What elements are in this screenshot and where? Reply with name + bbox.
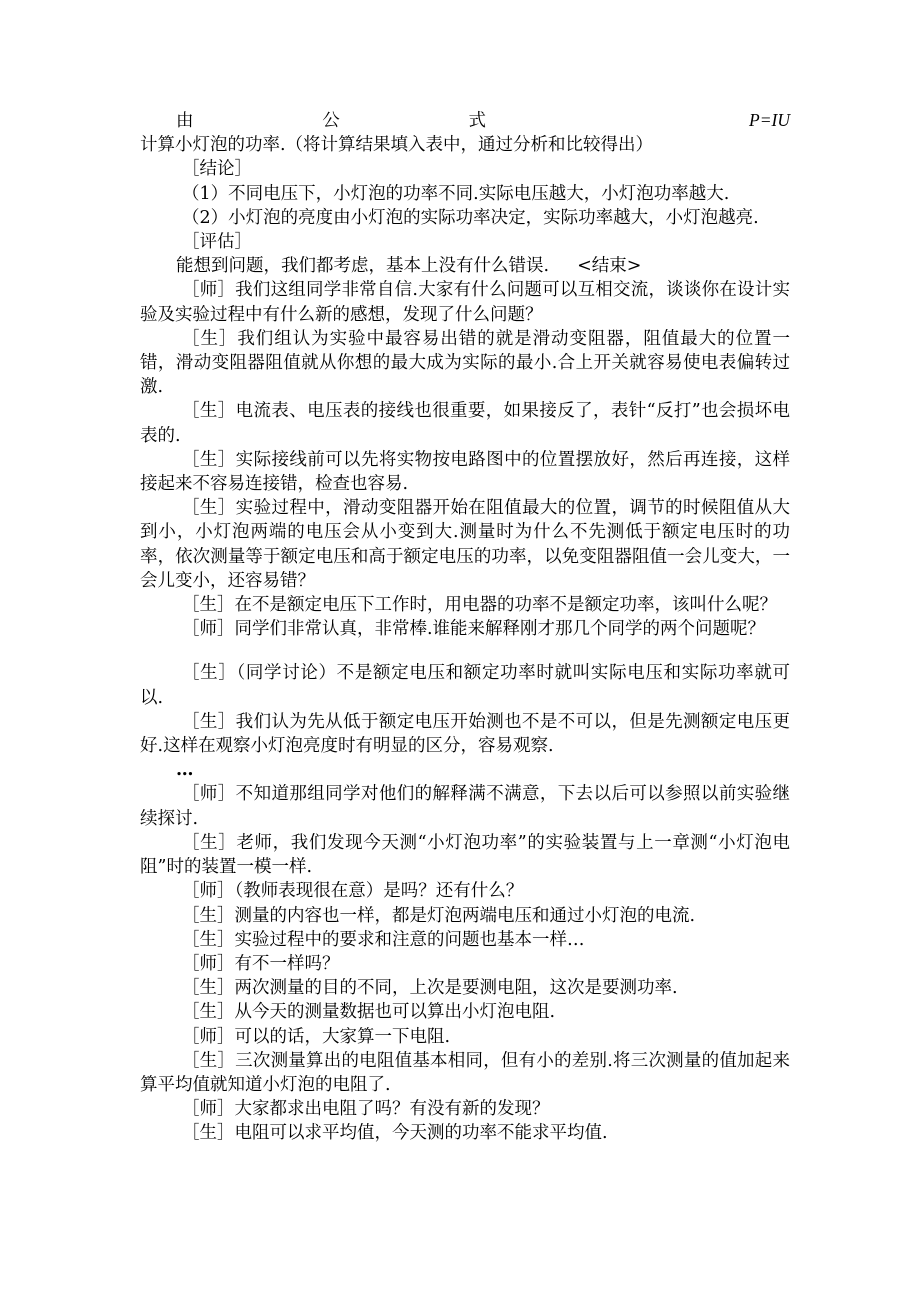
- document-page: [140, 108, 790, 1146]
- dialogue-line: ［生］老师，我们发现今天测“小灯泡功率”的实验装置与上一章测“小灯泡电阻”时的装置一模一样.: [140, 832, 790, 878]
- dialogue-line: ［生］实验过程中的要求和注意的问题也基本一样…: [182, 929, 585, 950]
- end-tag: <结束>: [577, 256, 642, 277]
- dialogue-line: ［师］不知道那组同学对他们的解释满不满意，下去以后可以参照以前实验继续探讨.: [140, 784, 790, 829]
- intro-paragraph: [140, 108, 790, 157]
- conclusion-item-2: （2）小灯泡的亮度由小灯泡的实际功率决定，实际功率越大，小灯泡越亮.: [182, 207, 759, 228]
- dialogue-line: ［师］我们这组同学非常自信.大家有什么问题可以互相交流，谈谈你在设计实验及实验过程中有什么新的感想，发现了什么问题？: [140, 280, 790, 325]
- ellipsis-marker: …: [176, 760, 195, 781]
- dialogue-line: ［师］同学们非常认真，非常棒.谁能来解释刚才那几个同学的两个问题呢？: [182, 619, 766, 640]
- evaluation-paragraph: [140, 254, 790, 278]
- dialogue-line: ［师］可以的话，大家算一下电阻.: [182, 1026, 451, 1047]
- dialogue-line: ［生］实验过程中，滑动变阻器开始在阻值最大的位置，调节的时候阻值从大到小，小灯泡两端的电压会从小变到大.测量时为什么不先测低于额定电压时的功率，依次测量等于额定电压和高于额定电压的功率，以免变阻器阻值一会儿变大，一会儿变小，还容易错？: [140, 498, 790, 591]
- power-formula: P=IU: [749, 110, 790, 130]
- dialogue-line: ［师］有不一样吗？: [182, 953, 340, 974]
- dialogue-line: ［生］测量的内容也一样，都是灯泡两端电压和通过小灯泡的电流.: [182, 905, 696, 926]
- dialogue-line: ［生］电阻可以求平均值，今天测的功率不能求平均值.: [182, 1123, 608, 1144]
- conclusion-heading: ［结论］: [182, 159, 252, 180]
- evaluation-heading: ［评估］: [182, 232, 252, 253]
- conclusion-item-1: （1）不同电压下，小灯泡的功率不同.实际电压越大，小灯泡功率越大.: [182, 183, 730, 204]
- dialogue-line: ［生］三次测量算出的电阻值基本相同，但有小的差别.将三次测量的值加起来算平均值就知道小灯泡的电阻了.: [140, 1050, 790, 1095]
- dialogue-line: ［师］（教师表现很在意）是吗？还有什么？: [182, 881, 524, 902]
- dialogue-line: ［生］实际接线前可以先将实物按电路图中的位置摆放好，然后再连接，这样接起来不容易连接错，检查也容易.: [140, 449, 790, 495]
- intro-text-post: 计算小灯泡的功率.（将计算结果填入表中，通过分析和比较得出）: [140, 135, 654, 156]
- dialogue-line: ［生］在不是额定电压下工作时，用电器的功率不是额定功率，该叫什么呢？: [182, 595, 777, 616]
- dialogue-line: ［生］两次测量的目的不同，上次是要测电阻，这次是要测功率.: [182, 978, 678, 999]
- dialogue-line: ［生］电流表、电压表的接线也很重要，如果接反了，表针“反打”也会损坏电表的.: [140, 401, 790, 446]
- dialogue-line: ［师］大家都求出电阻了吗？有没有新的发现？: [182, 1099, 550, 1120]
- dialogue-line: ［生］从今天的测量数据也可以算出小灯泡电阻.: [182, 1002, 556, 1023]
- evaluation-text: 能想到问题，我们都考虑，基本上没有什么错误.: [176, 256, 550, 277]
- dialogue-line: ［生］（同学讨论）不是额定电压和额定功率时就叫实际电压和实际功率就可以.: [140, 663, 790, 708]
- dialogue-line: ［生］我们认为先从低于额定电压开始测也不是不可以，但是先测额定电压更好.这样在观察小灯泡亮度时有明显的区分，容易观察.: [140, 711, 790, 757]
- dialogue-line: ［生］我们组认为实验中最容易出错的就是滑动变阻器，阻值最大的位置一错，滑动变阻器阻值就从你想的最大成为实际的最小.合上开关就容易使电表偏转过激.: [140, 328, 790, 398]
- intro-text-pre: 由公式: [176, 111, 750, 131]
